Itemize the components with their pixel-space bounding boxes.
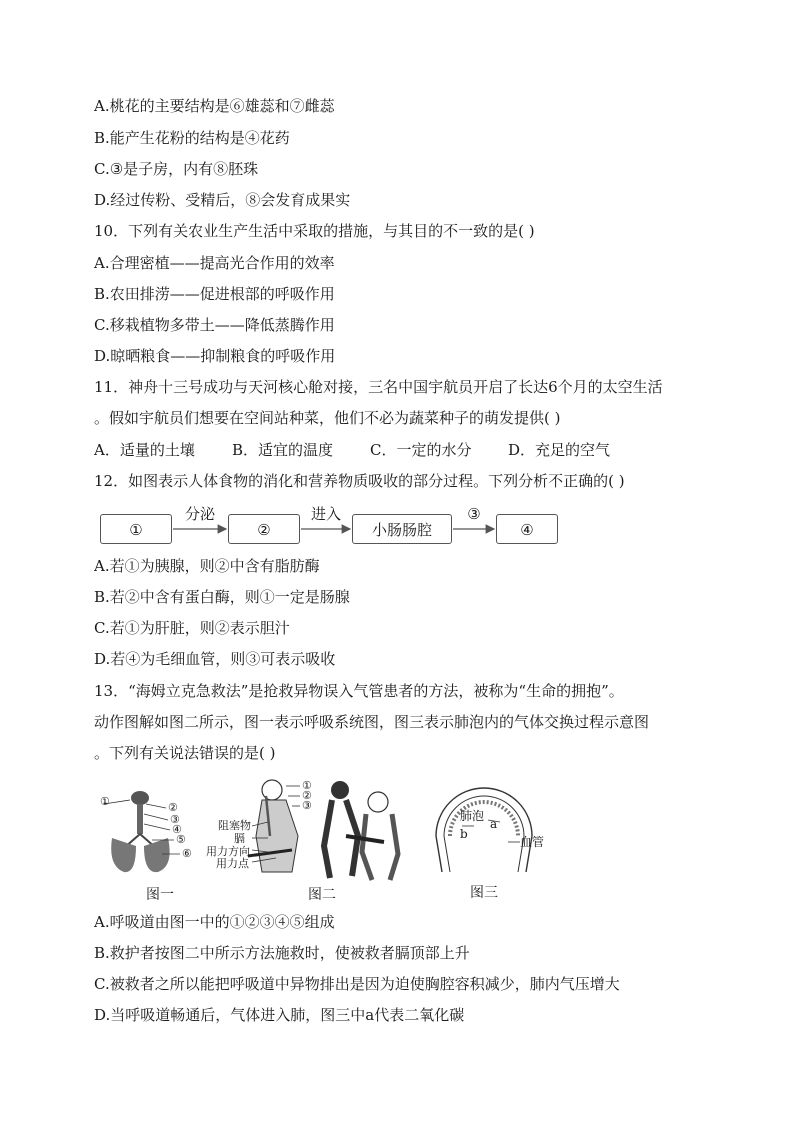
q11-option-b: B．适宜的温度 (232, 441, 334, 459)
q12-stem: 12．如图表示人体食物的消化和营养物质吸收的部分过程。下列分析不正确的( ) (94, 472, 625, 490)
fig3-label-a: a (490, 817, 498, 831)
fig2-caption: 图二 (308, 887, 336, 903)
q11-options-row (94, 440, 646, 460)
q12-option-d: D.若④为毛细血管，则③可表示吸收 (94, 650, 336, 668)
fig1-caption: 图一 (146, 887, 174, 903)
flow-arrow-label-3: ③ (467, 505, 481, 523)
fig2-label-diaphragm: 膈 (234, 832, 245, 845)
fig3-label-vessel: 血管 (520, 835, 545, 849)
flow-arrow-label-2: 进入 (310, 505, 341, 523)
fig2-label-3: ③ (302, 799, 312, 812)
q13-figure-1 (100, 776, 210, 906)
q11-stem-line1: 11．神舟十三号成功与天河核心舱对接，三名中国宇航员开启了长达6个月的太空生活 (94, 378, 663, 396)
fig2-label-force-point: 用力点 (216, 857, 249, 870)
q12-option-a: A.若①为胰腺，则②中含有脂肪酶 (94, 557, 320, 575)
q11-option-c: C．一定的水分 (370, 441, 472, 459)
flow-box-1: ① (100, 514, 172, 544)
q10-option-b: B.农田排涝——促进根部的呼吸作用 (94, 285, 335, 303)
q9-option-a: A.桃花的主要结构是⑥雄蕊和⑦雌蕊 (94, 97, 335, 115)
flow-arrows (100, 508, 560, 548)
q13-figure-2 (206, 776, 416, 906)
q11-option-a: A．适量的土壤 (94, 441, 195, 459)
fig1-label-1: ① (100, 795, 110, 808)
q10-option-a: A.合理密植——提高光合作用的效率 (94, 254, 335, 272)
q10-option-d: D.晾晒粮食——抑制粮食的呼吸作用 (94, 347, 336, 365)
alveolus-illustration (428, 776, 558, 886)
q13-option-a: A.呼吸道由图一中的①②③④⑤组成 (94, 913, 335, 931)
q9-option-d: D.经过传粉、受精后，⑧会发育成果实 (94, 191, 351, 209)
respiratory-system-illustration (100, 776, 200, 876)
flow-box-3: 小肠肠腔 (352, 514, 452, 544)
q11-option-d: D．充足的空气 (508, 441, 611, 459)
fig2-label-force-direction: 用力方向 (206, 845, 250, 858)
fig3-label-alveolus: 肺泡 (460, 809, 485, 823)
fig2-label-obstruction: 阻塞物 (218, 819, 251, 832)
fig3-caption: 图三 (470, 885, 498, 901)
q11-stem-line2: 。假如宇航员们想要在空间站种菜，他们不必为蔬菜种子的萌发提供( ) (94, 409, 561, 427)
fig1-label-5: ⑤ (176, 833, 186, 846)
fig1-label-3: ③ (170, 813, 180, 826)
fig2-label-2: ② (302, 789, 312, 802)
q12-flow-diagram (100, 505, 560, 548)
fig3-label-b: b (460, 827, 468, 841)
fig2-label-1: ① (302, 779, 312, 792)
q12-option-c: C.若①为肝脏，则②表示胆汁 (94, 619, 290, 637)
q9-option-b: B.能产生花粉的结构是④花药 (94, 129, 290, 147)
flow-box-4: ④ (496, 514, 558, 544)
q13-option-c: C.被救者之所以能把呼吸道中异物排出是因为迫使胸腔容积减少，肺内气压增大 (94, 975, 620, 993)
flow-arrow-label-1: 分泌 (184, 505, 215, 523)
q13-figure-3 (428, 776, 558, 906)
flow-box-2: ② (228, 514, 300, 544)
q13-stem-line1: 13．“海姆立克急救法”是抢救异物误入气管患者的方法，被称为“生命的拥抱”。 (94, 682, 624, 700)
q13-stem-line3: 。下列有关说法错误的是( ) (94, 744, 276, 762)
q13-stem-line2: 动作图解如图二所示，图一表示呼吸系统图，图三表示肺泡内的气体交换过程示意图 (94, 713, 650, 731)
q12-option-b: B.若②中含有蛋白酶，则①一定是肠腺 (94, 588, 350, 606)
q10-option-c: C.移栽植物多带土——降低蒸腾作用 (94, 316, 335, 334)
q13-option-d: D.当呼吸道畅通后，气体进入肺，图三中a代表二氧化碳 (94, 1006, 465, 1024)
fig1-label-4: ④ (172, 823, 182, 836)
q13-option-b: B.救护者按图二中所示方法施救时，使被救者膈顶部上升 (94, 944, 470, 962)
q10-stem: 10．下列有关农业生产生活中采取的措施，与其目的不一致的是( ) (94, 222, 535, 240)
fig1-label-2: ② (168, 801, 178, 814)
fig1-label-6: ⑥ (182, 847, 192, 860)
q9-option-c: C.③是子房，内有⑧胚珠 (94, 160, 259, 178)
